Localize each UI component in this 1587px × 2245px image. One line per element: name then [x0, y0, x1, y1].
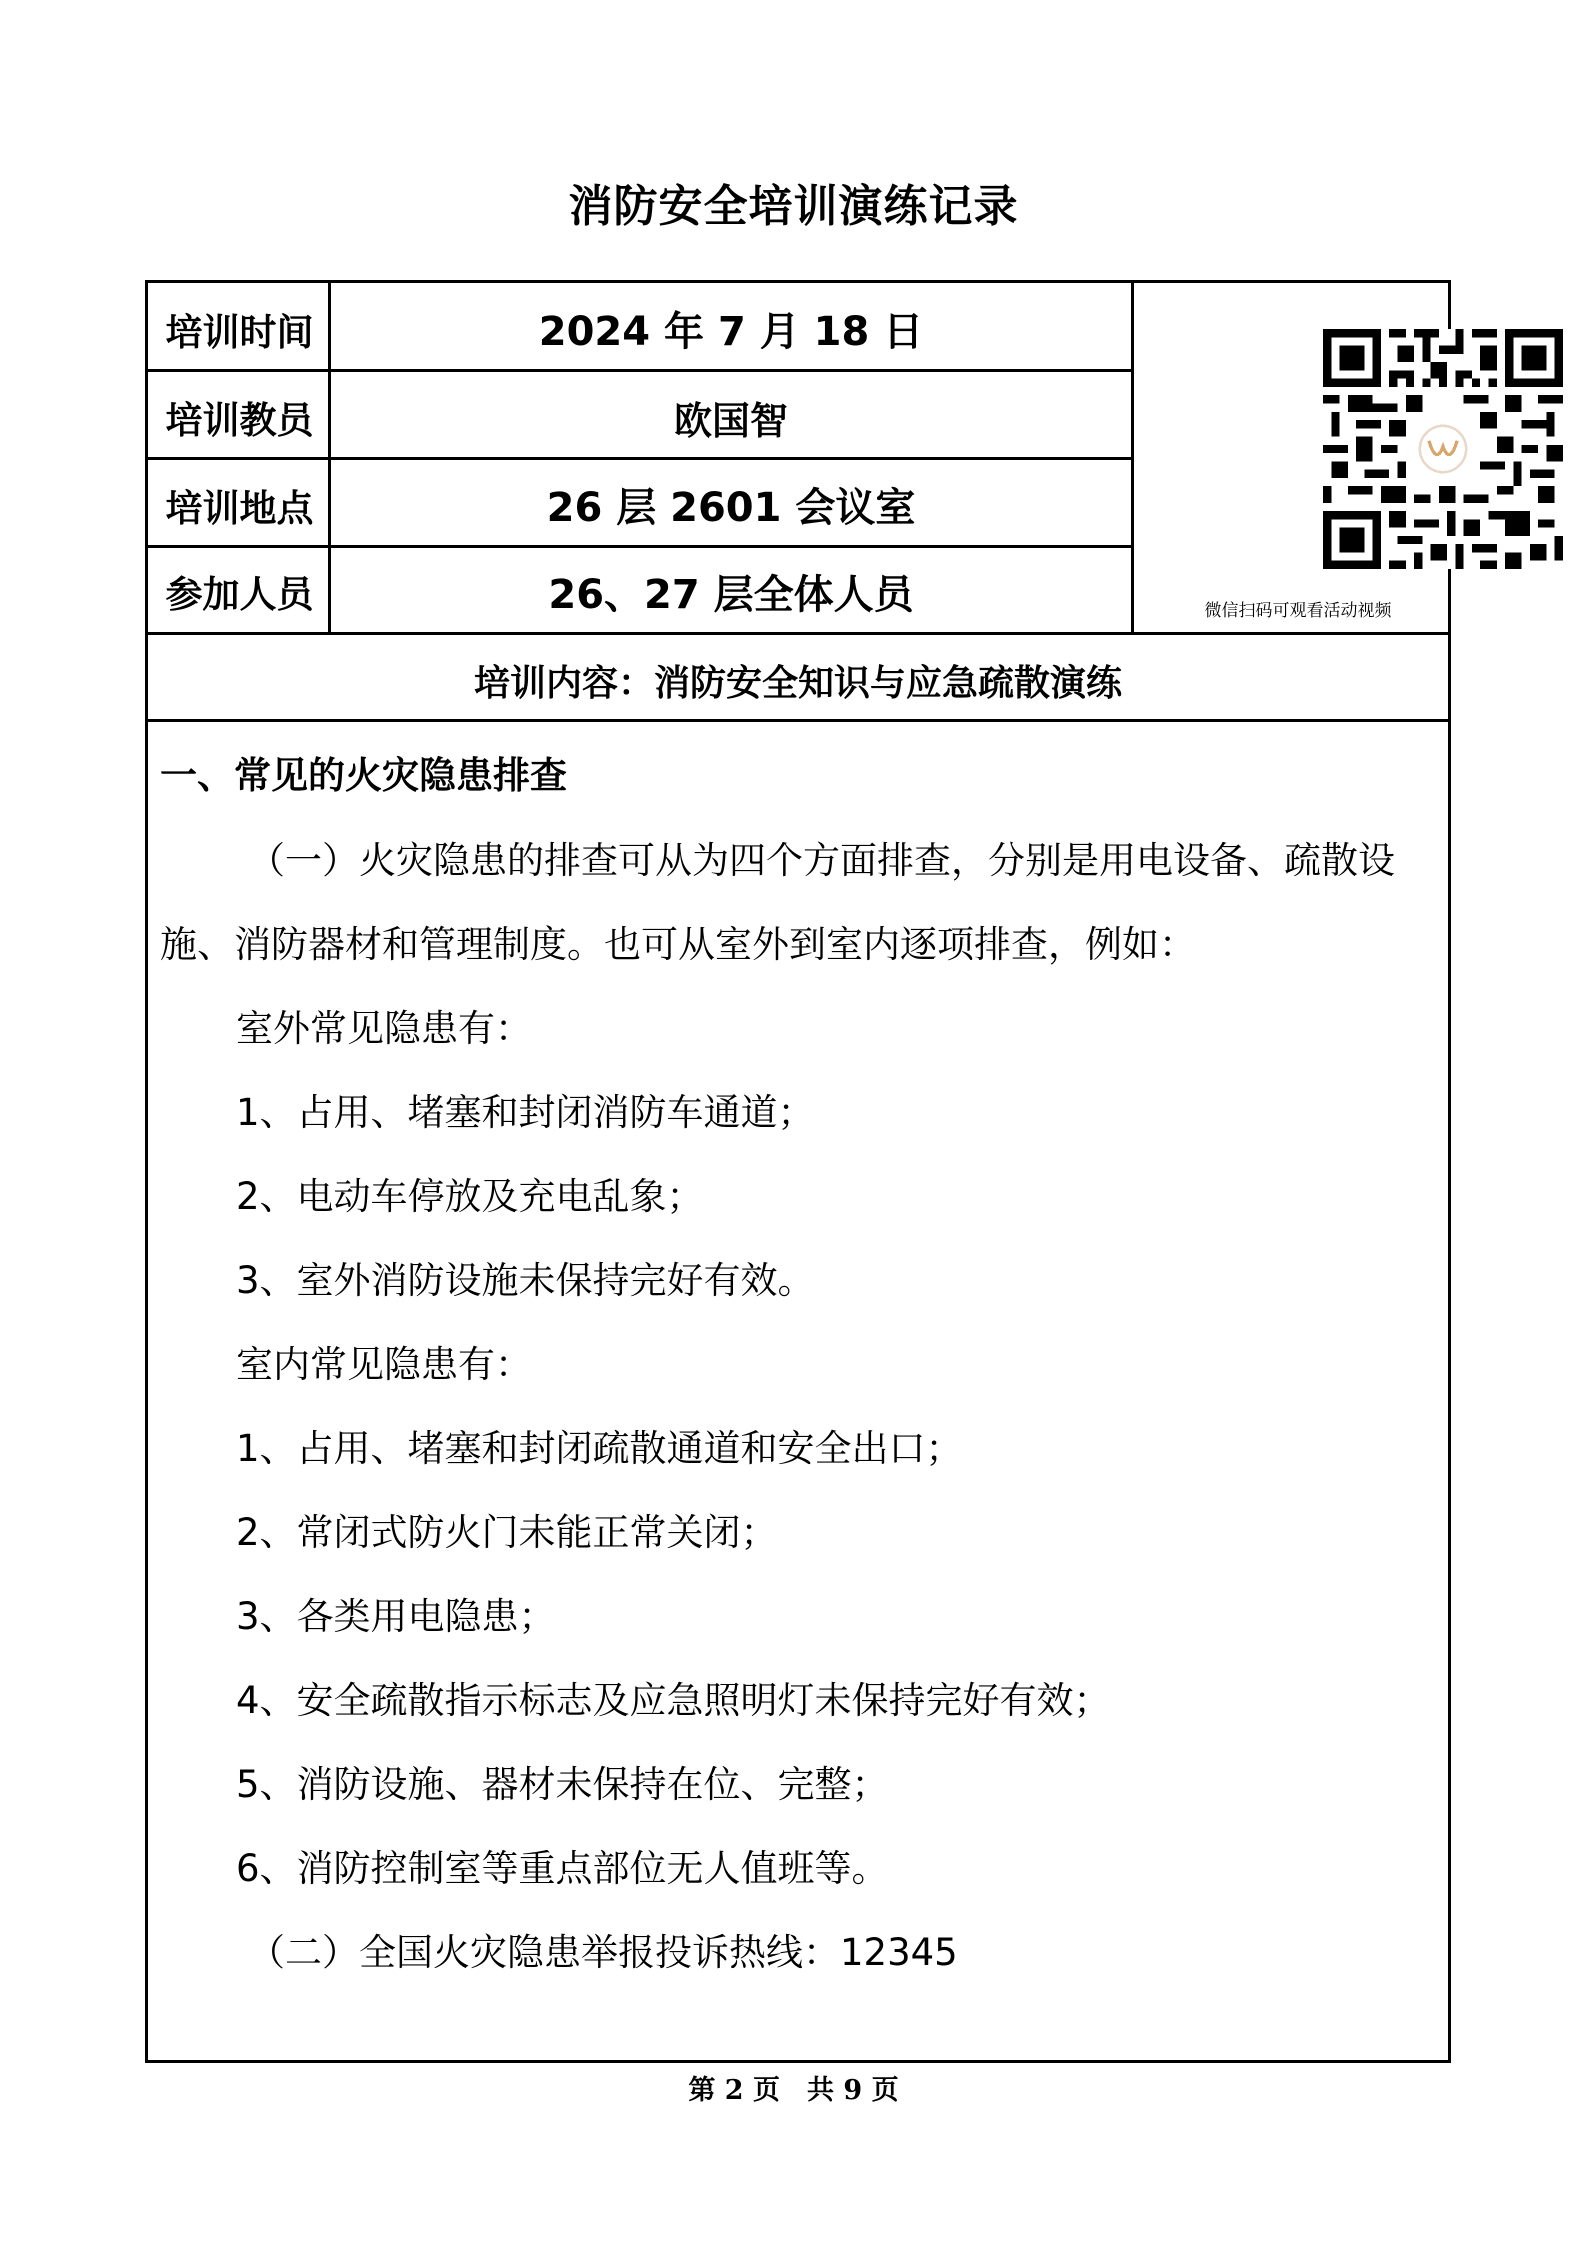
- page-footer: 第 2 页 共 9 页: [688, 2075, 899, 2106]
- row-label-time: 培训时间: [165, 311, 314, 354]
- training-content-heading: 培训内容：消防安全知识与应急疏散演练: [473, 663, 1122, 704]
- grid-line: [148, 545, 1131, 548]
- row-label-participants: 参加人员: [165, 573, 314, 616]
- list-item: 4、安全疏散指示标志及应急照明灯未保持完好有效；: [236, 1679, 1111, 1722]
- record-table: [145, 280, 1451, 2063]
- section-heading: 一、常见的火灾隐患排查: [160, 754, 567, 797]
- list-item: 3、室外消防设施未保持完好有效。: [236, 1259, 815, 1302]
- page-title: 消防安全培训演练记录: [568, 181, 1019, 232]
- row-label-instructor: 培训教员: [165, 399, 314, 442]
- row-value-participants: 26、27 层全体人员: [548, 572, 914, 618]
- list-item: 1、占用、堵塞和封闭疏散通道和安全出口；: [236, 1427, 963, 1470]
- list-item: 6、消防控制室等重点部位无人值班等。: [236, 1847, 889, 1890]
- list-item: 3、各类用电隐患；: [236, 1595, 556, 1638]
- qr-code-image: [1323, 329, 1563, 569]
- list-item: 2、电动车停放及充电乱象；: [236, 1175, 704, 1218]
- qr-code-icon: [1323, 329, 1563, 569]
- grid-line: [148, 719, 1448, 722]
- list-item: 5、消防设施、器材未保持在位、完整；: [236, 1763, 889, 1806]
- qr-caption: 微信扫码可观看活动视频: [1204, 601, 1392, 621]
- training-content-body: [160, 743, 1440, 1995]
- paragraph-intro: （一）火灾隐患的排查可从为四个方面排查，分别是用电设备、疏散设施、消防器材和管理制度。也可从室外到室内逐项排查，例如：: [160, 839, 1395, 966]
- row-label-location: 培训地点: [165, 487, 314, 530]
- row-value-location: 26 层 2601 会议室: [546, 485, 916, 531]
- row-value-instructor: 欧国智: [673, 399, 788, 443]
- grid-line: [148, 457, 1131, 460]
- row-value-time: 2024 年 7 月 18 日: [538, 309, 924, 355]
- outdoor-title: 室外常见隐患有：: [236, 1007, 532, 1050]
- hotline-line: （二）全国火灾隐患举报投诉热线：12345: [248, 1931, 958, 1974]
- list-item: 1、占用、堵塞和封闭消防车通道；: [236, 1091, 815, 1134]
- grid-line: [148, 369, 1131, 372]
- grid-line: [1131, 283, 1134, 633]
- list-item: 2、常闭式防火门未能正常关闭；: [236, 1511, 778, 1554]
- grid-line: [148, 632, 1448, 635]
- indoor-title: 室内常见隐患有：: [236, 1343, 532, 1386]
